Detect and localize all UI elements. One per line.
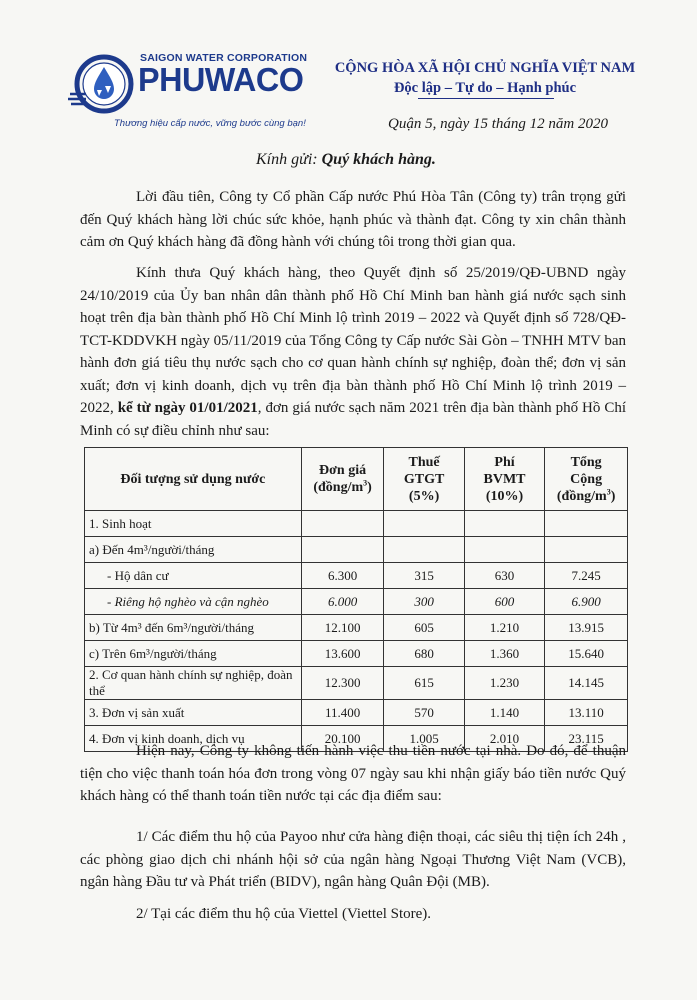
salutation [256,151,436,169]
cell-env-fee: 1.360 [464,641,545,667]
cell-total: 13.915 [545,615,628,641]
company-english-name: SAIGON WATER CORPORATION [140,52,308,64]
paragraph-viettel [80,903,626,926]
cell-vat: 1.005 [384,726,464,752]
table-row [85,537,628,563]
cell-vat: 300 [384,589,464,615]
cell-vat: 570 [384,700,464,726]
cell-vat: 605 [384,615,464,641]
paragraph-decision-tail: , đơn giá nước sạch năm 2021 trên địa bàn thành phố Hồ Chí Minh có sự điều chỉnh như sau: [80,400,627,439]
row-label: - Hộ dân cư [85,563,302,589]
salutation-prefix: Kính gửi: [256,151,318,168]
cell-price: 13.600 [301,641,384,667]
paragraph-decision [80,262,626,442]
cell-total: 23.115 [545,726,628,752]
company-logo [68,48,308,138]
paragraph-greeting [80,186,626,254]
national-title: CỘNG HÒA XÃ HỘI CHỦ NGHĨA VIỆT NAM [334,60,636,76]
header-env-fee: Phí BVMT (10%) [464,448,545,511]
motto-underline [418,98,554,99]
cell-total: 6.900 [545,589,628,615]
table-row [85,667,628,700]
cell-price: 6.000 [301,589,384,615]
table-row [85,615,628,641]
cell-total: 7.245 [545,563,628,589]
cell-total: 13.110 [545,700,628,726]
header-price: Đơn giá $(đồng/m^3)$ [301,448,384,511]
row-label: b) Từ 4m³ đến 6m³/người/tháng [85,615,302,641]
cell-env-fee: 1.230 [464,667,545,700]
row-label: - Riêng hộ nghèo và cận nghèo [85,589,302,615]
cell-env-fee: 1.210 [464,615,545,641]
paragraph-payoo-text: 1/ Các điểm thu hộ của Payoo như cửa hàng điện thoại, các siêu thị tiện ích 24h , các phòng giao dịch chi nhánh hội sở của ngân hàng Ngoại Thương Việt Nam (VCB), ngân hàng Đầu tư và Phát triển (BIDV), ngân hàng Quân Đội (MB). [80,829,626,890]
cell-price: 12.100 [301,615,384,641]
header-vat: Thuế GTGT (5%) [384,448,464,511]
cell-total: 15.640 [545,641,628,667]
row-label: 4. Đơn vị kinh doanh, dịch vụ [85,726,302,752]
paragraph-payoo [80,826,626,894]
cell-env-fee: 1.140 [464,700,545,726]
water-drop-emblem-icon [68,50,136,118]
national-motto: Độc lập – Tự do – Hạnh phúc [393,80,577,96]
row-label: 3. Đơn vị sản xuất [85,700,302,726]
cell-env-fee: 600 [464,589,545,615]
letter-date: Quận 5, ngày 15 tháng 12 năm 2020 [388,116,608,132]
company-brand-name: PHUWACO [138,61,304,98]
cell-price: 12.300 [301,667,384,700]
cell-env-fee: 2.010 [464,726,545,752]
table-header-row [85,448,628,511]
table-row [85,641,628,667]
paragraph-payment-intro [80,740,626,808]
cell-total: 14.145 [545,667,628,700]
cell-env-fee: 630 [464,563,545,589]
effective-date: kể từ ngày 01/01/2021 [117,400,258,416]
header-subject: Đối tượng sử dụng nước [85,448,302,511]
paragraph-greeting-text: Lời đầu tiên, Công ty Cổ phần Cấp nước Phú Hòa Tân (Công ty) trân trọng gửi đến Quý khách hàng lời chúc sức khỏe, hạnh phúc và thành đạt. Công ty xin chân thành cảm ơn Quý khách hàng đã đồng hành với chúng tôi trong thời gian qua. [80,189,626,250]
header-total: Tổng Cộng $(đồng/m^3)$ [545,448,628,511]
table-row [85,700,628,726]
table-row [85,589,628,615]
row-label: 2. Cơ quan hành chính sự nghiệp, đoàn thể [85,667,302,700]
cell-vat: 680 [384,641,464,667]
salutation-target: Quý khách hàng. [321,151,436,168]
company-slogan: Thương hiệu cấp nước, vững bước cùng bạn! [114,118,306,129]
paragraph-viettel-text: 2/ Tại các điểm thu hộ của Viettel (Viettel Store). [136,906,432,922]
cell-vat: 315 [384,563,464,589]
paragraph-decision-text: Kính thưa Quý khách hàng, theo Quyết định số 25/2019/QĐ-UBND ngày 24/10/2019 của Ủy ban nhân dân thành phố Hồ Chí Minh ban hành giá nước sạch sinh hoạt trên địa bàn thành phố Hồ Chí Minh lộ trình 2019 – 2022 và Quyết định số 728/QĐ-TCT-KDDVKH ngày 05/11/2019 của Tổng Công ty Cấp nước Sài Gòn – TNHH MTV ban hành đơn giá tiêu thụ nước sạch cho cơ quan hành chính sự nghiệp, đoàn thể; đơn vị sản xuất; đơn vị kinh doanh, dịch vụ trên địa bàn thành phố Hồ Chí Minh lộ trình 2019 – 2022, [80,265,626,416]
cell-price: 6.300 [301,563,384,589]
water-price-table [84,447,628,752]
cell-price: 20.100 [301,726,384,752]
table-row [85,563,628,589]
table-row [85,511,628,537]
row-label: 1. Sinh hoạt [85,511,302,537]
cell-vat: 615 [384,667,464,700]
cell-price: 11.400 [301,700,384,726]
row-label: c) Trên 6m³/người/tháng [85,641,302,667]
paragraph-payment-intro-text: Hiện nay, Công ty không tiến hành việc thu tiền nước tại nhà. Do đó, để thuận tiện cho việc thanh toán hóa đơn trong vòng 07 ngày sau khi nhận giấy báo tiền nước Quý khách hàng có thể thanh toán tiền nước tại các địa điểm sau: [80,743,626,804]
row-label: a) Đến 4m³/người/tháng [85,537,302,563]
